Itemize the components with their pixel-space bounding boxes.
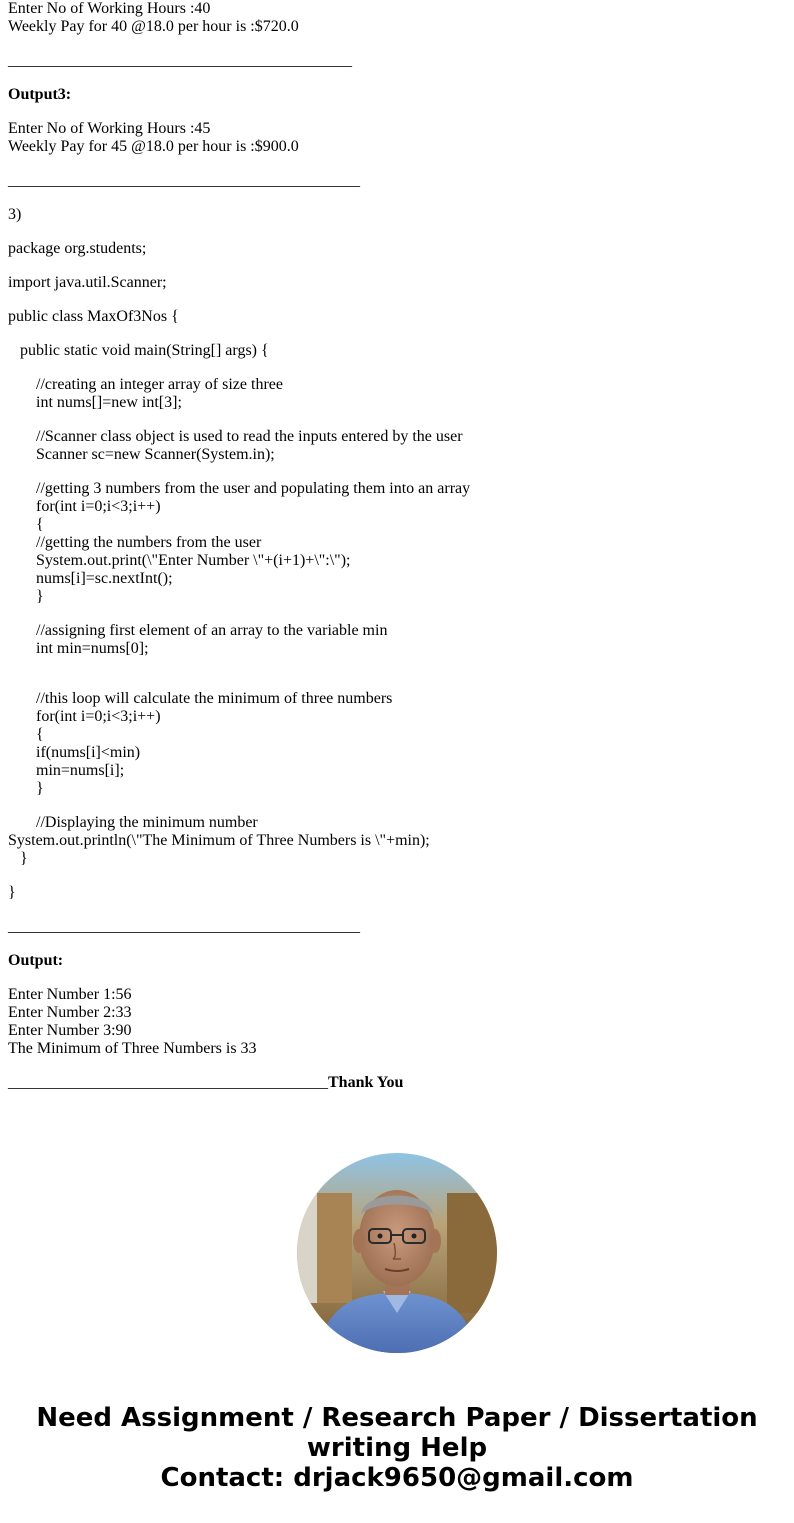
code-line: int nums[]=new int[3]; xyxy=(8,394,182,411)
code-line: } xyxy=(8,588,44,605)
code-line: int min=nums[0]; xyxy=(8,640,149,657)
document-body xyxy=(8,0,788,1092)
code-line: Scanner sc=new Scanner(System.in); xyxy=(8,446,275,463)
output-heading: Output: xyxy=(8,952,64,969)
code-line: } xyxy=(8,850,28,867)
output3-heading: Output3: xyxy=(8,86,72,103)
code-line: for(int i=0;i<3;i++) xyxy=(8,498,161,515)
promo-line-2: writing Help xyxy=(306,1433,488,1463)
code-line: { xyxy=(8,726,44,743)
output-line: Enter Number 1:56 xyxy=(8,986,132,1003)
code-line: package org.students; xyxy=(8,240,147,257)
code-comment-line: //getting 3 numbers from the user and populating them into an array xyxy=(8,480,471,497)
code-line: public class MaxOf3Nos { xyxy=(8,308,179,325)
code-comment-line: //getting the numbers from the user xyxy=(8,534,262,551)
output-line: Enter Number 2:33 xyxy=(8,1004,132,1021)
code-comment-line: //this loop will calculate the minimum of three numbers xyxy=(8,690,393,707)
code-comment-line: //creating an integer array of size three xyxy=(8,376,283,393)
output2-pay-line: Weekly Pay for 40 @18.0 per hour is :$720.0 xyxy=(8,18,299,35)
code-line: for(int i=0;i<3;i++) xyxy=(8,708,161,725)
section-number: 3) xyxy=(8,206,22,223)
author-photo xyxy=(297,1153,497,1353)
output-line: Enter Number 3:90 xyxy=(8,1022,132,1039)
code-line: System.out.println(\"The Minimum of Three Numbers is \"+min); xyxy=(8,832,430,849)
promo-line-1: Need Assignment / Research Paper / Dissertation xyxy=(36,1403,758,1433)
thank-you-line xyxy=(8,1074,788,1092)
code-line: } xyxy=(8,780,44,797)
output2-hours-line: Enter No of Working Hours :40 xyxy=(8,0,211,17)
code-comment-line: //assigning first element of an array to the variable min xyxy=(8,622,388,639)
thank-you-text: Thank You xyxy=(328,1074,404,1091)
promo-banner xyxy=(0,1403,794,1493)
code-comment-line: //Scanner class object is used to read the inputs entered by the user xyxy=(8,428,463,445)
separator-rule: ____________________________________________ xyxy=(8,172,360,189)
separator-rule: ____________________________________________ xyxy=(8,918,360,935)
code-line: nums[i]=sc.nextInt(); xyxy=(8,570,173,587)
separator-rule: ________________________________________ xyxy=(8,1074,328,1091)
code-line: System.out.print(\"Enter Number \"+(i+1)+\":\"); xyxy=(8,552,351,569)
code-line: import java.util.Scanner; xyxy=(8,274,167,291)
output3-pay-line: Weekly Pay for 45 @18.0 per hour is :$900.0 xyxy=(8,138,299,155)
output-line: The Minimum of Three Numbers is 33 xyxy=(8,1040,257,1057)
separator-rule: ___________________________________________ xyxy=(8,52,352,69)
code-line: } xyxy=(8,884,16,901)
code-comment-line: //Displaying the minimum number xyxy=(8,814,258,831)
code-line: public static void main(String[] args) { xyxy=(8,342,269,359)
code-line: if(nums[i]<min) xyxy=(8,744,141,761)
output3-hours-line: Enter No of Working Hours :45 xyxy=(8,120,211,137)
code-line: { xyxy=(8,516,44,533)
promo-contact: Contact: drjack9650@gmail.com xyxy=(160,1463,634,1493)
code-line: min=nums[i]; xyxy=(8,762,125,779)
